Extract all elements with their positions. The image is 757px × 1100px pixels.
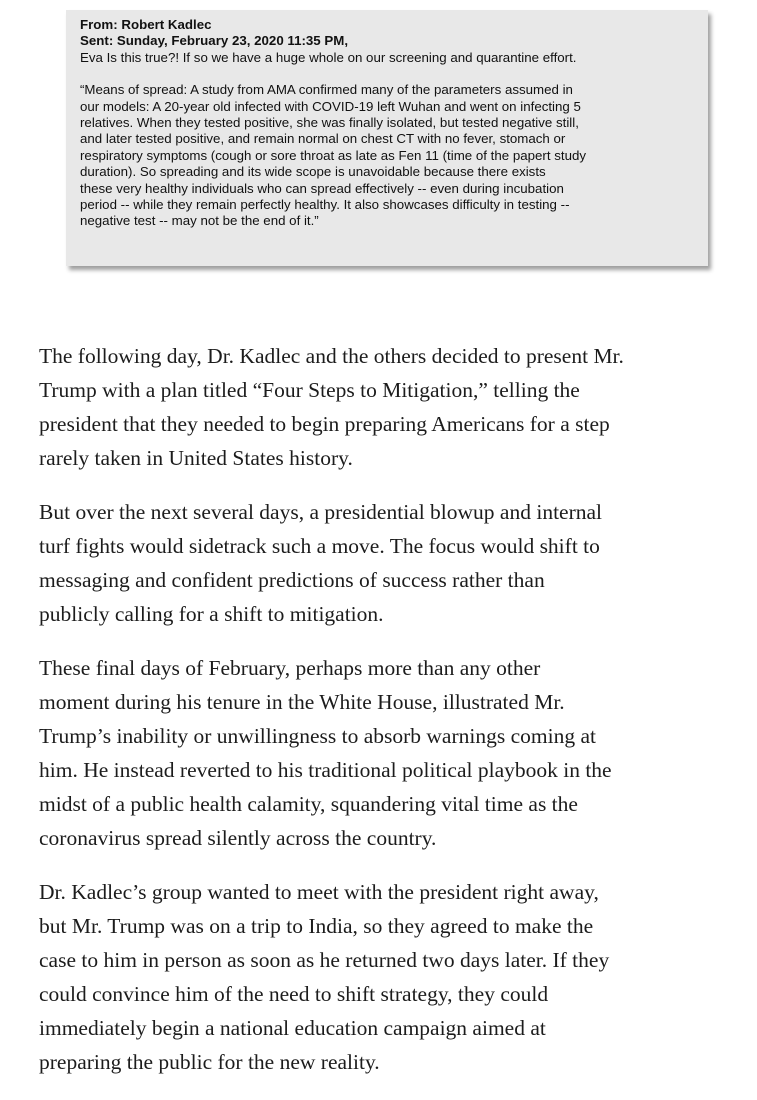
email-from: From: Robert Kadlec (80, 17, 212, 32)
article-paragraph-3 (39, 651, 739, 855)
paragraph-line: messaging and confident predictions of success rather than (39, 568, 545, 592)
article-paragraph-1 (39, 339, 739, 475)
paragraph-line: publicly calling for a shift to mitigation. (39, 602, 384, 626)
email-quoted-text (80, 82, 694, 230)
paragraph-line: moment during his tenure in the White House, illustrated Mr. (39, 690, 565, 714)
paragraph-line: immediately begin a national education campaign aimed at (39, 1016, 546, 1040)
paragraph-line: case to him in person as soon as he returned two days later. If they (39, 948, 610, 972)
quote-line: our models: A 20-year old infected with COVID-19 left Wuhan and went on infecting 5 (80, 98, 581, 114)
email-message: Eva Is this true?! If so we have a huge whole on our screening and quarantine effort. (80, 49, 577, 65)
quote-line: these very healthy individuals who can spread effectively -- even during incubation (80, 180, 564, 196)
paragraph-line: him. He instead reverted to his traditional political playbook in the (39, 758, 612, 782)
article-paragraph-4 (39, 875, 739, 1079)
quote-line: “Means of spread: A study from AMA confirmed many of the parameters assumed in (80, 82, 573, 98)
paragraph-line: coronavirus spread silently across the country. (39, 826, 437, 850)
paragraph-line: midst of a public health calamity, squandering vital time as the (39, 792, 578, 816)
paragraph-line: but Mr. Trump was on a trip to India, so they agreed to make the (39, 914, 594, 938)
paragraph-line: Dr. Kadlec’s group wanted to meet with the president right away, (39, 880, 599, 904)
paragraph-line: could convince him of the need to shift strategy, they could (39, 982, 549, 1006)
paragraph-line: rarely taken in United States history. (39, 446, 353, 470)
email-screenshot-card (66, 10, 708, 266)
paragraph-line: But over the next several days, a presidential blowup and internal (39, 500, 603, 524)
quote-line: and later tested positive, and remain normal on chest CT with no fever, stomach or (80, 131, 566, 147)
paragraph-line: These final days of February, perhaps more than any other (39, 656, 541, 680)
paragraph-line: Trump with a plan titled “Four Steps to Mitigation,” telling the (39, 378, 580, 402)
paragraph-line: The following day, Dr. Kadlec and the others decided to present Mr. (39, 344, 624, 368)
paragraph-line: Trump’s inability or unwillingness to absorb warnings coming at (39, 724, 596, 748)
email-sent-date: Sent: Sunday, February 23, 2020 11:35 PM, (80, 33, 349, 49)
quote-line: respiratory symptoms (cough or sore throat as late as Fen 11 (time of the papert study (80, 147, 587, 163)
paragraph-line: preparing the public for the new reality. (39, 1050, 380, 1074)
quote-line: period -- while they remain perfectly healthy. It also showcases difficulty in testing -- (80, 197, 570, 213)
quote-line: relatives. When they tested positive, she was finally isolated, but tested negative still, (80, 115, 579, 131)
paragraph-line: president that they needed to begin preparing Americans for a step (39, 412, 610, 436)
article-paragraph-2 (39, 495, 739, 631)
quote-line: negative test -- may not be the end of it.” (80, 213, 319, 229)
article-body (39, 339, 739, 1099)
paragraph-line: turf fights would sidetrack such a move. The focus would shift to (39, 534, 600, 558)
quote-line: duration). So spreading and its wide scope is unavoidable because there exists (80, 164, 546, 180)
